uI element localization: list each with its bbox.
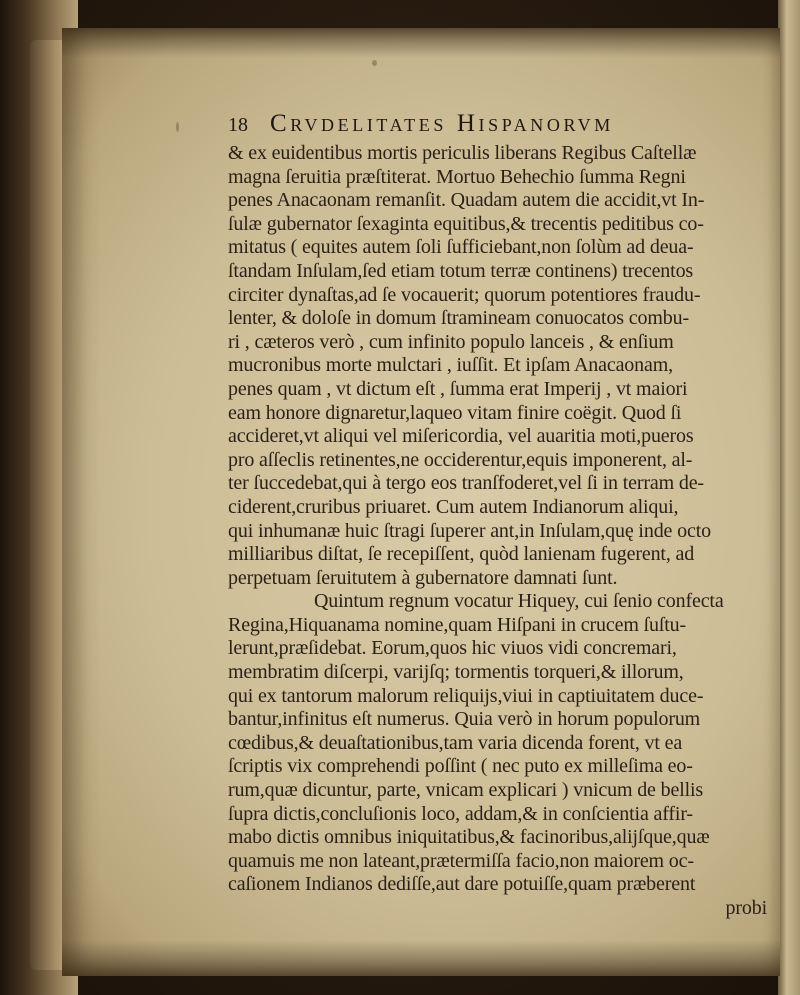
- text-line: ter ſuccedebat,qui à tergo eos tranſfoderet,vel ſi in terram de-: [228, 472, 704, 495]
- facing-page-edge: [778, 0, 800, 995]
- text-line: & ex euidentibus mortis periculis liberans Regibus Caſtellæ: [228, 142, 697, 164]
- running-head: [228, 110, 773, 142]
- text-line: cœdibus,& deuaſtationibus,tam varia dicenda forent, vt ea: [228, 731, 683, 754]
- text-line: bantur,infinitus eſt numerus. Quia verò in horum populorum: [228, 708, 701, 731]
- text-line: Regina,Hiquanama nomine,quam Hiſpani in crucem ſuſtu-: [228, 613, 687, 636]
- text-line: perpetuam ſeruitutem à gubernatore damnati ſunt.: [228, 566, 618, 589]
- text-line: lerunt,præſidebat. Eorum,quos hic viuos vidi concremari,: [228, 637, 677, 660]
- text-line: probi: [725, 897, 767, 919]
- text-line: ſulæ gubernator ſexaginta equitibus,& trecentis peditibus co-: [228, 212, 704, 235]
- text-line: Quintum regnum vocatur Hiquey, cui ſenio confecta: [314, 590, 724, 613]
- running-title: Crvdelitates Hispanorvm: [270, 110, 614, 137]
- text-line: penes quam , vt dictum eſt , ſumma erat Imperij , vt maiori: [228, 377, 688, 400]
- text-line: pro aſſeclis retinentes,ne occiderentur,equis imponerent, al-: [228, 448, 693, 471]
- text-line: circiter dynaſtas,ad ſe vocauerit; quorum potentiores fraudu-: [228, 283, 701, 306]
- text-line: caſionem Indianos dediſſe,aut dare potuiſſe,quam præberent: [228, 873, 696, 896]
- text-line: eam honore dignaretur,laqueo vitam finire coëgit. Quod ſi: [228, 401, 682, 424]
- text-line: lenter, & doloſe in domum ſtramineam conuocatos combu-: [228, 307, 689, 330]
- text-line: membratim diſcerpi, varijſq; tormentis torqueri,& illorum,: [228, 661, 684, 684]
- page-top-shadow: [62, 28, 780, 58]
- text-line: ri , cæteros verò , cum infinito populo lanceis , & enſium: [228, 330, 674, 353]
- paper-speck: [176, 122, 179, 132]
- body-text: [228, 142, 773, 921]
- text-line: rum,quæ dicuntur, parte, vnicam explicari ) vnicum de bellis: [228, 779, 704, 802]
- text-line: mabo dictis omnibus iniquitatibus,& facinoribus,alijſque,quæ: [228, 826, 710, 849]
- text-line: ciderent,cruribus priuaret. Cum autem Indianorum aliqui,: [228, 495, 679, 518]
- text-line: magna ſeruitia præſtiterat. Mortuo Behechio ſumma Regni: [228, 165, 686, 188]
- text-line: ſupra dictis,concluſionis loco, addam,& in conſcientia affir-: [228, 802, 693, 825]
- text-line: mucronibus morte mulctari , iuſſit. Et ipſam Anacaonam,: [228, 354, 673, 377]
- text-line: mitatus ( equites autem ſoli ſufficiebant,non ſolùm ad deua-: [228, 236, 694, 259]
- text-line: qui inhumanæ huic ſtragi ſuperer ant,in Inſulam,quę inde octo: [228, 519, 711, 542]
- page-text-block: [228, 110, 773, 921]
- text-line: quamuis me non lateant,prætermiſſa facio,non maiorem oc-: [228, 849, 694, 872]
- text-line: qui ex tantorum malorum reliquijs,viui in captiuitatem duce-: [228, 684, 704, 707]
- page-bottom-shadow: [62, 940, 780, 976]
- text-line: ſcriptis vix comprehendi poſſint ( nec puto ex milleſima eo-: [228, 755, 693, 778]
- text-line: milliaribus diſtat, ſe recepiſſent, quòd lanienam fugerent, ad: [228, 543, 695, 566]
- text-line: penes Anacaonam remanſit. Quadam autem die accidit,vt In-: [228, 189, 705, 212]
- page-number: 18: [228, 114, 248, 136]
- paper-speck: [372, 60, 377, 66]
- text-line: accideret,vt aliqui vel miſericordia, vel auaritia moti,pueros: [228, 425, 694, 448]
- text-line: ſtandam Inſulam,ſed etiam totum terræ continens) trecentos: [228, 259, 694, 282]
